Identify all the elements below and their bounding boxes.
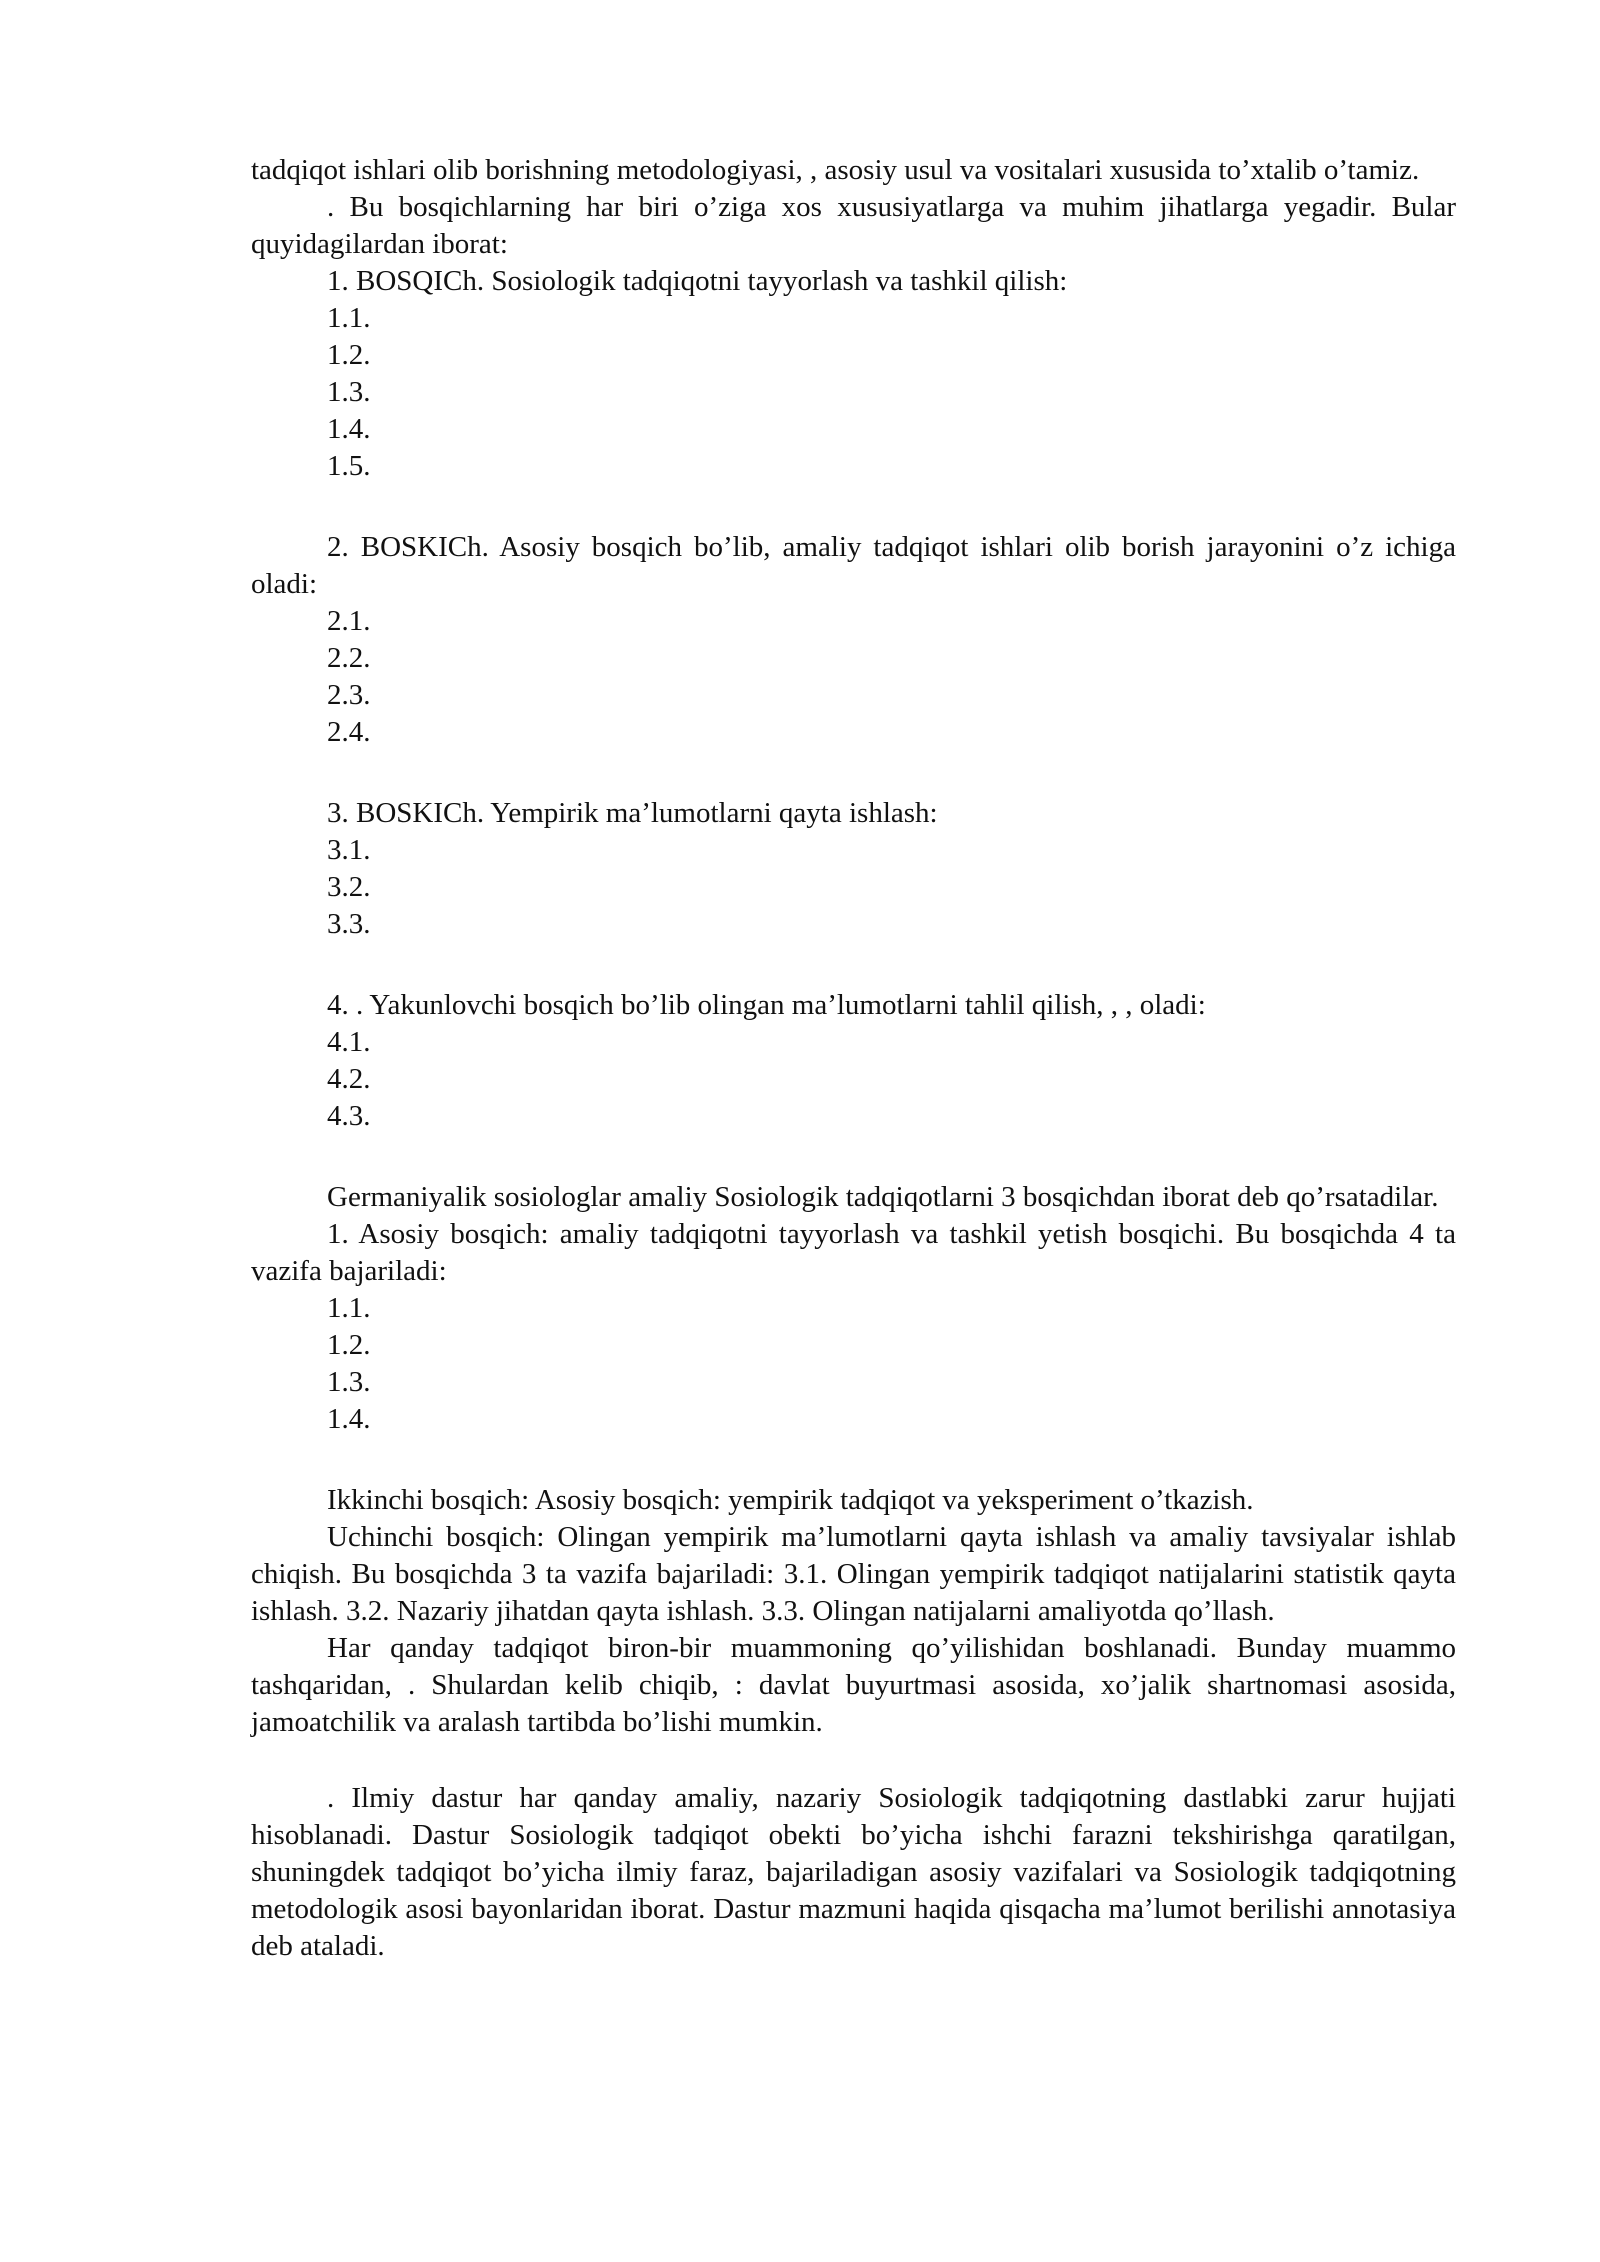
list-item: 1.3. [327,376,371,408]
list-item: 4.3. [327,1100,371,1132]
list-item: 3.2. [327,871,371,903]
list-item: 1.2. [327,1329,371,1361]
spacer [251,751,1456,795]
problem-paragraph: Har qanday tadqiqot biron-bir muammoning qo’yilishidan boshlanadi. Bunday muammo tashqaridan, . Shulardan kelib chiqib, : davlat buyurtmasi asosida, xo’jalik shartnomasi asosida, jamoatchilik va aralash tartibda bo’lishi mumkin. [251,1632,1456,1738]
spacer [251,1438,1456,1482]
spacer [251,1135,1456,1179]
list-item: 4.1. [327,1026,371,1058]
intro-paragraph: tadqiqot ishlari olib borishning metodologiyasi, , asosiy usul va vositalari xususida to’xtalib o’tamiz. [251,154,1420,186]
list-item: 1.3. [327,1366,371,1398]
program-paragraph: . Ilmiy dastur har qanday amaliy, nazariy Sosiologik tadqiqotning dastlabki zarur hujjati hisoblanadi. Dastur Sosiologik tadqiqot obekti bo’yicha ishchi farazni tekshirishga qaratilgan, shuningdek tadqiqot bo’yicha ilmiy faraz, bajariladigan asosiy vazifalari va Sosiologik tadqiqotning metodologik asosi bayonlaridan iborat. Dastur mazmuni haqida qisqacha ma’lumot berilishi annotasiya deb ataladi. [251,1782,1456,1962]
list-item: 1.1. [327,302,371,334]
document-page [251,152,1456,1965]
list-item: 1.1. [327,1292,371,1324]
spacer [251,943,1456,987]
stages-intro-paragraph: . Bu bosqichlarning har biri o’ziga xos xususiyatlarga va muhim jihatlarga yegadir. Bular quyidagilardan iborat: [251,191,1456,260]
stage-3-heading: 3. BOSKICh. Yempirik ma’lumotlarni qayta ishlash: [327,797,938,829]
third-stage-paragraph: Uchinchi bosqich: Olingan yempirik ma’lumotlarni qayta ishlash va amaliy tavsiyalar ishlab chiqish. Bu bosqichda 3 ta vazifa bajariladi: 3.1. Olingan yempirik tadqiqot natijalarini statistik qayta ishlash. 3.2. Nazariy jihatdan qayta ishlash. 3.3. Olingan natijalarni amaliyotda qo’llash. [251,1521,1456,1627]
second-stage-paragraph: Ikkinchi bosqich: Asosiy bosqich: yempirik tadqiqot va yeksperiment o’tkazish. [327,1484,1254,1516]
list-item: 1.5. [327,450,371,482]
list-item: 2.4. [327,716,371,748]
list-item: 4.2. [327,1063,371,1095]
stage-1-heading: 1. BOSQICh. Sosiologik tadqiqotni tayyorlash va tashkil qilish: [327,265,1068,297]
list-item: 3.1. [327,834,371,866]
list-item: 1.4. [327,1403,371,1435]
list-item: 1.4. [327,413,371,445]
stage-2-heading: 2. BOSKICh. Asosiy bosqich bo’lib, amaliy tadqiqot ishlari olib borish jarayonini o’z ichiga oladi: [251,531,1456,600]
list-item: 1.2. [327,339,371,371]
spacer [251,485,1456,529]
list-item: 3.3. [327,908,371,940]
stage-4-heading: 4. . Yakunlovchi bosqich bo’lib olingan ma’lumotlarni tahlil qilish, , , oladi: [327,989,1206,1021]
list-item: 2.3. [327,679,371,711]
list-item: 2.1. [327,605,371,637]
german-paragraph: Germaniyalik sosiologlar amaliy Sosiologik tadqiqotlarni 3 bosqichdan iborat deb qo’rsatadilar. [327,1181,1439,1213]
german-stage-1: 1. Asosiy bosqich: amaliy tadqiqotni tayyorlash va tashkil yetish bosqichi. Bu bosqichda 4 ta vazifa bajariladi: [251,1218,1456,1287]
spacer [251,1741,1456,1780]
list-item: 2.2. [327,642,371,674]
